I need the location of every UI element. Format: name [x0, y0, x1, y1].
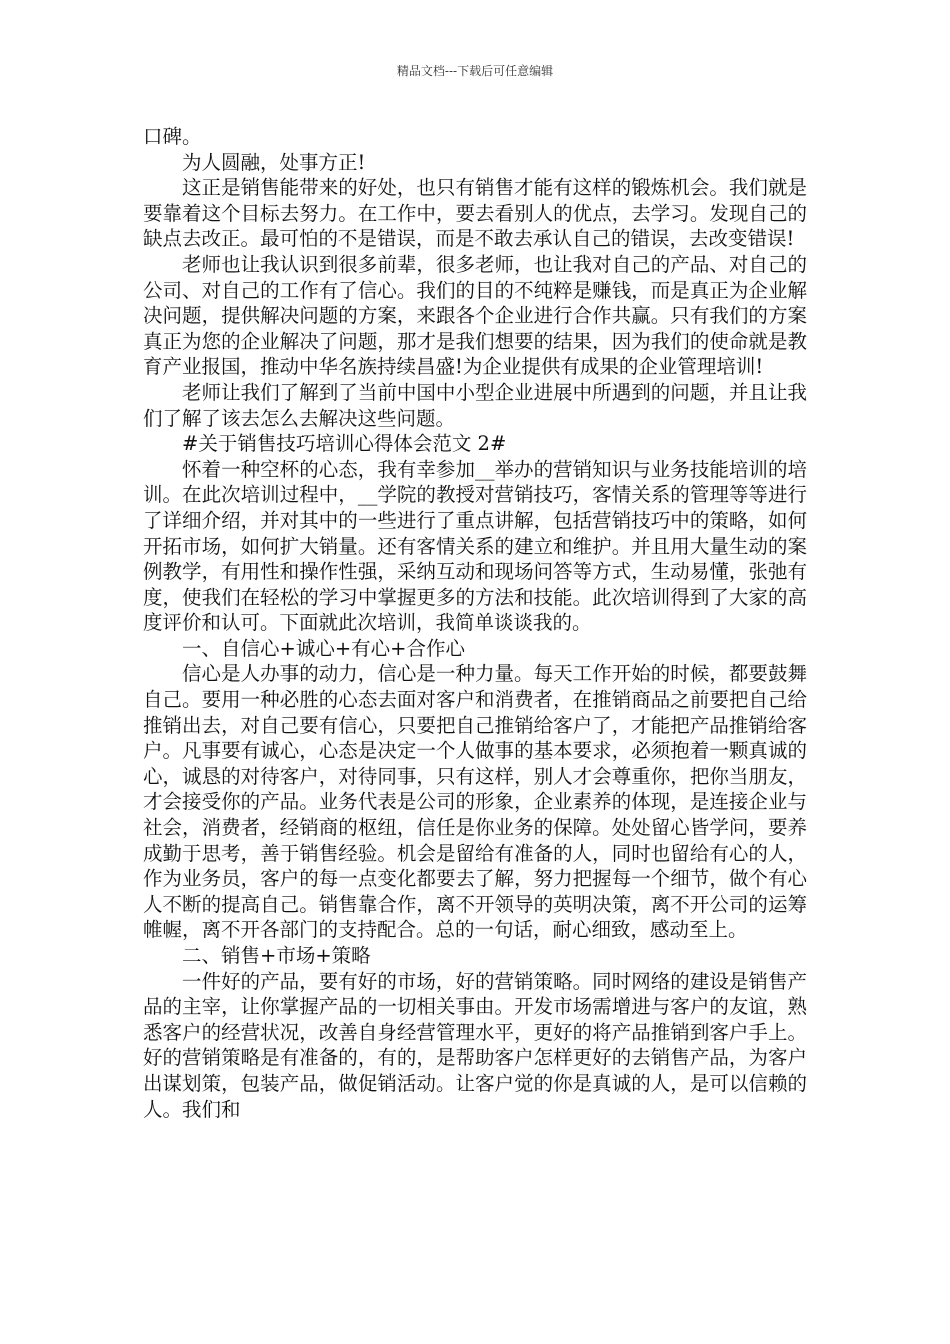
- paragraph: 口碑。: [143, 125, 202, 148]
- section-heading: 二、销售+市场+策略: [182, 944, 371, 967]
- page-header: 精品文档---下载后可任意编辑: [396, 64, 554, 78]
- paragraph: 一件好的产品，要有好的市场，好的营销策略。同时网络的建设是销售产品的主宰，让你掌握产品的一切相关事由。开发市场需增进与客户的友谊，熟悉客户的经营状况，改善自身经营管理水平，更好的将产品推销到客户手上。好的营销策略是有准备的，有的，是帮助客户怎样更好的去销售产品，为客户出谋划策，包装产品，做促销活动。让客户觉的你是真诚的人，是可以信赖的人。我们和: [143, 969, 807, 1121]
- paragraph: 怀着一种空杯的心态，我有幸参加__举办的营销知识与业务技能培训的培训。在此次培训过程中，__学院的教授对营销技巧，客情关系的管理等等进行了详细介绍，并对其中的一些进行了重点讲解，包括营销技巧中的策略，如何开拓市场，如何扩大销量。还有客情关系的建立和维护。并且用大量生动的案例教学，有用性和操作性强，采纳互动和现场问答等方式，生动易懂，张弛有度，使我们在轻松的学习中掌握更多的方法和技能。此次培训得到了大家的高度评价和认可。下面就此次培训，我简单谈谈我的。: [143, 457, 807, 635]
- paragraph: 这正是销售能带来的好处，也只有销售才能有这样的锻炼机会。我们就是要靠着这个目标去努力。在工作中，要去看别人的优点，去学习。发现自己的缺点去改正。最可怕的不是错误，而是不敢去承认自己的错误，去改变错误!: [143, 176, 807, 251]
- document-body: [143, 124, 807, 1122]
- section-heading: 一、自信心+诚心+有心+合作心: [182, 636, 466, 660]
- paragraph: 老师让我们了解到了当前中国中小型企业进展中所遇到的问题，并且让我们了解了该去怎么去解决这些问题。: [143, 380, 807, 430]
- paragraph: 信心是人办事的动力，信心是一种力量。每天工作开始的时候，都要鼓舞自己。要用一种必胜的心态去面对客户和消费者，在推销商品之前要把自己给推销出去，对自己要有信心，只要把自己推销给客户了，才能把产品推销给客户。凡事要有诚心，心态是决定一个人做事的基本要求，必须抱着一颗真诚的心，诚恳的对待客户，对待同事，只有这样，别人才会尊重你，把你当朋友，才会接受你的产品。业务代表是公司的形象，企业素养的体现，是连接企业与社会，消费者，经销商的枢纽，信任是你业务的保障。处处留心皆学问，要养成勤于思考，善于销售经验。机会是留给有准备的人，同时也留给有心的人，作为业务员，客户的每一点变化都要去了解，努力把握每一个细节，做个有心人不断的提高自己。销售靠合作，离不开领导的英明决策，离不开公司的运筹帷幄，离不开各部门的支持配合。总的一句话，耐心细致，感动至上。: [143, 662, 807, 942]
- section-heading: #关于销售技巧培训心得体会范文 2#: [182, 432, 507, 456]
- paragraph: 为人圆融，处事方正!: [182, 150, 366, 174]
- paragraph: 老师也让我认识到很多前辈，很多老师，也让我对自己的产品、对自己的公司、对自己的工作有了信心。我们的目的不纯粹是赚钱，而是真正为企业解决问题，提供解决问题的方案，来跟各个企业进行合作共赢。只有我们的方案真正为您的企业解决了问题，那才是我们想要的结果，因为我们的使命就是教育产业报国，推动中华名族持续昌盛!为企业提供有成果的企业管理培训!: [143, 252, 807, 379]
